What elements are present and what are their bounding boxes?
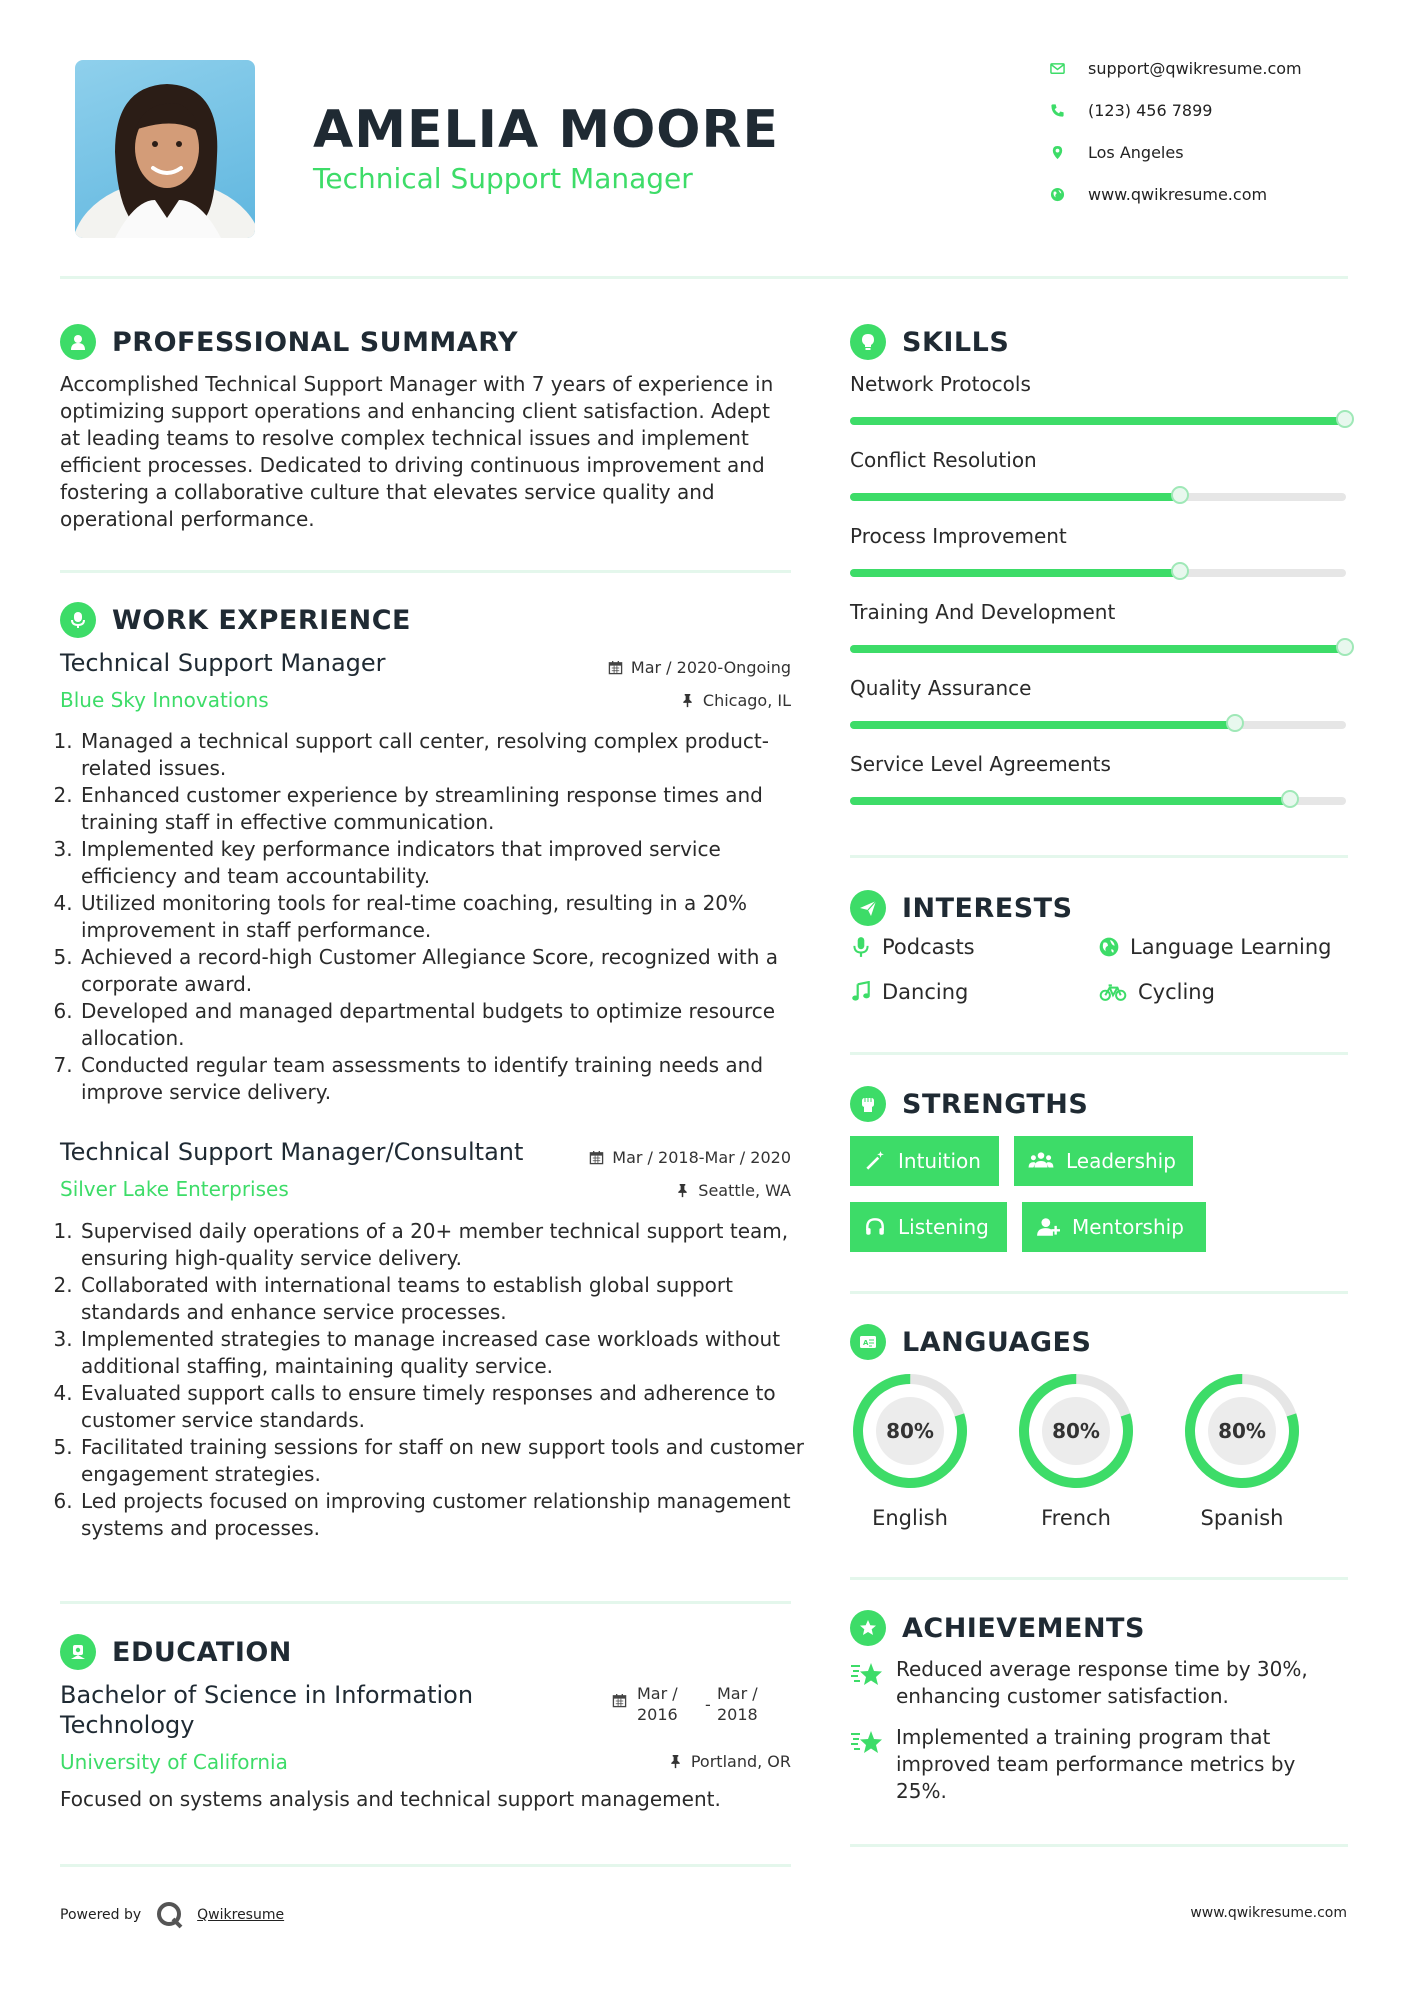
job-date-text: Mar / 2020-Ongoing: [630, 658, 791, 677]
list-item: 6. Led projects focused on improving customer relationship management systems and processes.: [79, 1488, 819, 1542]
skill-bar: [850, 797, 1346, 805]
summary-section-header: [60, 322, 518, 362]
education-description: Focused on systems analysis and technical support management.: [60, 1787, 721, 1811]
footer-website[interactable]: www.qwikresume.com: [1190, 1905, 1347, 1921]
summary-text: Accomplished Technical Support Manager with 7 years of experience in optimizing support operations and enhancing client satisfaction. Adept at leading teams to resolve complex technical issues and implement efficient processes. Dedicated to driving continuous improvement and fostering a collaborative culture that elevates service quality and operational performance.: [60, 372, 774, 531]
paper-plane-icon: [850, 890, 886, 926]
portrait-image: [75, 60, 255, 238]
skill-bar-knob: [1281, 790, 1299, 808]
interest-label: Podcasts: [882, 935, 975, 959]
job-date-text: Mar / 2018-Mar / 2020: [612, 1148, 791, 1167]
candidate-name: AMELIA MOORE: [313, 100, 780, 160]
skills-section-header: [850, 322, 1009, 362]
globe-icon: [1050, 187, 1065, 202]
summary-divider: [60, 570, 791, 573]
contact-location: [1050, 139, 1350, 165]
skill-bar-knob: [1336, 638, 1354, 656]
strength-chip: [850, 1202, 1007, 1252]
skill-bar-fill: [850, 417, 1346, 425]
skill-bar-knob: [1226, 714, 1244, 732]
skill-bar: [850, 569, 1346, 577]
work-section-header: [60, 600, 411, 640]
list-item: 1. Managed a technical support call center, resolving complex product-related issues.: [79, 728, 819, 782]
list-item: 4. Evaluated support calls to ensure timely responses and adherence to customer service standards.: [79, 1380, 819, 1434]
magic-wand-icon: [864, 1150, 886, 1172]
interests-title: INTERESTS: [902, 892, 1073, 924]
achievement-item: [850, 1656, 1348, 1710]
language-item: [1179, 1368, 1305, 1530]
job-location-text: Seattle, WA: [698, 1181, 791, 1200]
skill-bar-fill: [850, 797, 1291, 805]
language-item: [847, 1368, 973, 1530]
list-item: 2. Enhanced customer experience by streamlining response times and training staff in effective communication.: [79, 782, 819, 836]
job-date: [608, 658, 791, 677]
list-item: 4. Utilized monitoring tools for real-time coaching, resulting in a 20% improvement in staff performance.: [79, 890, 819, 944]
achievement-item: [850, 1724, 1348, 1805]
language-label: English: [872, 1506, 948, 1530]
list-item: 5. Facilitated training sessions for staff on new support tools and customer engagement strategies.: [79, 1434, 819, 1488]
languages-divider: [850, 1577, 1348, 1580]
skill-label: Quality Assurance: [850, 676, 1032, 700]
briefcase-icon: [60, 602, 96, 638]
star-icon: [850, 1658, 884, 1692]
list-item: 2. Collaborated with international teams to establish global support standards and enhance service processes.: [79, 1272, 819, 1326]
header-divider: [60, 276, 1348, 279]
calendar-icon: [589, 1150, 604, 1165]
job-location: [680, 691, 791, 710]
summary-title: PROFESSIONAL SUMMARY: [112, 326, 519, 358]
language-ring: [1013, 1368, 1139, 1494]
languages-title: LANGUAGES: [902, 1326, 1092, 1358]
skill-label: Service Level Agreements: [850, 752, 1111, 776]
job-company: Blue Sky Innovations: [60, 688, 269, 712]
interest-item: [1098, 935, 1331, 959]
pushpin-icon: [668, 1754, 683, 1769]
contact-email[interactable]: [1050, 55, 1350, 81]
skill-label: Process Improvement: [850, 524, 1067, 548]
job-location: [675, 1181, 791, 1200]
education-title: EDUCATION: [112, 1636, 292, 1668]
headphones-icon: [864, 1216, 886, 1238]
skill-label: Training And Development: [850, 600, 1116, 624]
strength-label: Mentorship: [1072, 1215, 1184, 1239]
contact-phone[interactable]: [1050, 97, 1350, 123]
user-plus-icon: [1036, 1216, 1060, 1238]
skill-bar-fill: [850, 569, 1181, 577]
education-date-start: Mar / 2016: [637, 1684, 678, 1724]
education-divider: [60, 1864, 791, 1867]
interest-label: Dancing: [882, 980, 969, 1004]
interest-item: [850, 935, 975, 959]
skill-bar-knob: [1336, 410, 1354, 428]
list-item: 6. Developed and managed departmental budgets to optimize resource allocation.: [79, 998, 819, 1052]
language-icon: [850, 1324, 886, 1360]
team-icon: [1028, 1150, 1054, 1172]
star-badge-icon: [850, 1610, 886, 1646]
list-item: 1. Supervised daily operations of a 20+ member technical support team, ensuring high-quality service delivery.: [79, 1218, 819, 1272]
strength-label: Listening: [898, 1215, 989, 1239]
job-location-text: Chicago, IL: [702, 691, 791, 710]
contact-email-text: support@qwikresume.com: [1088, 58, 1302, 78]
skill-bar-knob: [1171, 486, 1189, 504]
calendar-icon: [608, 660, 623, 675]
school-name: University of California: [60, 1750, 288, 1774]
education-date-end: Mar / 2018: [717, 1684, 758, 1724]
strength-chip: [1014, 1136, 1193, 1186]
interest-item: [850, 980, 968, 1004]
qwikresume-logo-icon: [155, 1900, 185, 1930]
job-company: Silver Lake Enterprises: [60, 1177, 289, 1201]
svg-text:A: A: [863, 1339, 869, 1347]
language-percent: 80%: [1218, 1419, 1266, 1443]
calendar-icon: [612, 1693, 627, 1708]
languages-section-header: [850, 1322, 1091, 1362]
interests-section-header: [850, 888, 1073, 928]
job-title: Technical Support Manager: [60, 649, 386, 677]
pushpin-icon: [680, 693, 695, 708]
achievements-section-header: [850, 1608, 1145, 1648]
education-date: [612, 1683, 767, 1725]
achievement-text: Reduced average response time by 30%, enhancing customer satisfaction.: [896, 1657, 1308, 1708]
job-title: Technical Support Manager/Consultant: [60, 1138, 524, 1166]
qwikresume-link[interactable]: Qwikresume: [197, 1907, 285, 1923]
job-date: [589, 1148, 791, 1167]
language-item: [1013, 1368, 1139, 1530]
strengths-title: STRENGTHS: [902, 1088, 1089, 1120]
skill-bar-knob: [1171, 562, 1189, 580]
language-label: French: [1041, 1506, 1111, 1530]
achievement-text: Implemented a training program that improved team performance metrics by 25%.: [896, 1725, 1296, 1803]
music-note-icon: [850, 981, 872, 1003]
job-bullets: [60, 728, 819, 1106]
date-separator: -: [705, 1694, 711, 1714]
work-divider: [60, 1601, 791, 1604]
graduation-icon: [60, 1634, 96, 1670]
fist-icon: [850, 1086, 886, 1122]
strength-label: Leadership: [1066, 1149, 1176, 1173]
interest-label: Language Learning: [1130, 935, 1332, 959]
strengths-divider: [850, 1291, 1348, 1294]
contact-phone-text: (123) 456 7899: [1088, 100, 1213, 120]
map-pin-icon: [1050, 145, 1065, 160]
skill-label: Conflict Resolution: [850, 448, 1037, 472]
skill-bar: [850, 645, 1346, 653]
strength-chip: [850, 1136, 999, 1186]
language-percent: 80%: [1052, 1419, 1100, 1443]
skills-title: SKILLS: [902, 326, 1010, 358]
interest-label: Cycling: [1138, 980, 1215, 1004]
profile-photo: [75, 60, 255, 238]
list-item: 3. Implemented strategies to manage increased case workloads without additional staffing, maintaining quality service.: [79, 1326, 819, 1380]
language-percent: 80%: [886, 1419, 934, 1443]
skill-bar-fill: [850, 721, 1236, 729]
strengths-section-header: [850, 1084, 1088, 1124]
job-bullets: [60, 1218, 819, 1542]
list-item: 3. Implemented key performance indicators that improved service efficiency and team accountability.: [79, 836, 819, 890]
list-item: 5. Achieved a record-high Customer Allegiance Score, recognized with a corporate award.: [79, 944, 819, 998]
strength-label: Intuition: [898, 1149, 981, 1173]
star-icon: [850, 1726, 884, 1760]
degree-title: Bachelor of Science in Information Technology: [60, 1681, 474, 1739]
achievements-title: ACHIEVEMENTS: [902, 1612, 1145, 1644]
skill-bar: [850, 417, 1346, 425]
skill-bar: [850, 721, 1346, 729]
skill-bar-fill: [850, 645, 1346, 653]
globe-icon: [1098, 936, 1120, 958]
envelope-icon: [1050, 61, 1065, 76]
contact-location-text: Los Angeles: [1088, 142, 1184, 162]
language-ring: [1179, 1368, 1305, 1494]
work-title: WORK EXPERIENCE: [112, 604, 411, 636]
list-item: 7. Conducted regular team assessments to identify training needs and improve service delivery.: [79, 1052, 819, 1106]
education-location-text: Portland, OR: [690, 1752, 791, 1771]
pushpin-icon: [675, 1183, 690, 1198]
footer-powered-by: [60, 1900, 284, 1930]
language-label: Spanish: [1200, 1506, 1284, 1530]
contact-website-text: www.qwikresume.com: [1088, 184, 1268, 204]
lightbulb-icon: [850, 324, 886, 360]
skill-bar-fill: [850, 493, 1181, 501]
skill-bar: [850, 493, 1346, 501]
bicycle-icon: [1098, 981, 1128, 1003]
powered-by-text: Powered by: [60, 1907, 142, 1923]
interests-divider: [850, 1052, 1348, 1055]
interest-item: [1098, 980, 1215, 1004]
microphone-icon: [850, 936, 872, 958]
strength-chip: [1022, 1202, 1206, 1252]
education-section-header: [60, 1632, 292, 1672]
education-location: [668, 1752, 791, 1771]
contact-website[interactable]: [1050, 181, 1350, 207]
phone-icon: [1050, 103, 1065, 118]
skills-divider: [850, 855, 1348, 858]
user-icon: [60, 324, 96, 360]
language-ring: [847, 1368, 973, 1494]
skill-label: Network Protocols: [850, 372, 1031, 396]
achievements-divider: [850, 1844, 1348, 1847]
candidate-role: Technical Support Manager: [313, 162, 693, 195]
